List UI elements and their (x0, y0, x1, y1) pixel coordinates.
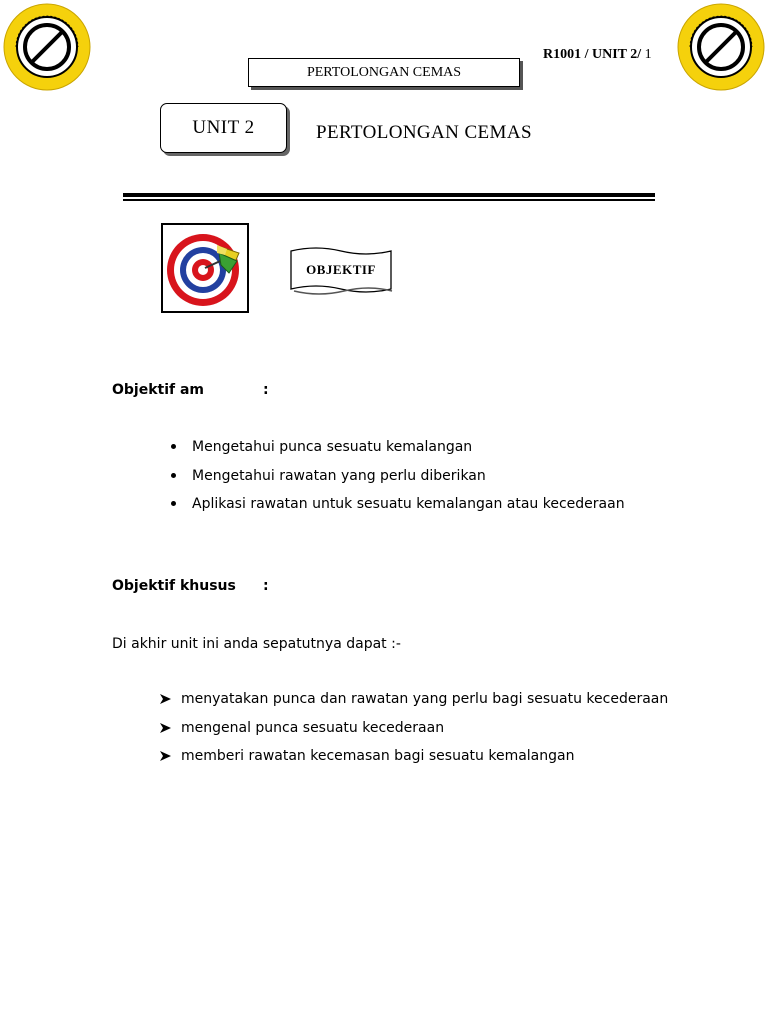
list-item-text: Mengetahui punca sesuatu kemalangan (192, 439, 473, 455)
objektif-khusus-colon: : (263, 578, 269, 594)
list-item (171, 437, 625, 466)
arrow-bullet-icon (160, 751, 171, 761)
bullet-icon (171, 444, 176, 449)
list-item (160, 689, 668, 718)
objektif-am-list (171, 437, 625, 523)
list-item (171, 466, 625, 495)
document-code (543, 47, 652, 63)
list-item (171, 494, 625, 523)
header-title: PERTOLONGAN CEMAS (248, 58, 520, 87)
abbyy-badge-left[interactable] (2, 2, 92, 92)
divider-thick (123, 193, 655, 197)
bullet-icon (171, 473, 176, 478)
unit-label: UNIT 2 (160, 103, 287, 153)
objektif-khusus-heading: Objektif khusus (112, 578, 236, 594)
arrow-bullet-icon (160, 694, 171, 704)
unit-title: PERTOLONGAN CEMAS (316, 122, 532, 143)
list-item (160, 718, 668, 747)
list-item-text: Mengetahui rawatan yang perlu diberikan (192, 467, 486, 484)
document-code-text: R1001 / UNIT 2/ (543, 47, 642, 62)
objektif-banner-label: OBJEKTIF (306, 262, 376, 277)
page-number: 1 (644, 47, 652, 62)
objektif-am-colon: : (263, 382, 269, 398)
list-item-text: menyatakan punca dan rawatan yang perlu bagi sesuatu kecederaan (181, 691, 669, 707)
abbyy-badge-right[interactable] (676, 2, 766, 92)
list-item-text: Aplikasi rawatan untuk sesuatu kemalangan atau kecederaan (192, 496, 625, 512)
objektif-am-heading: Objektif am (112, 382, 205, 398)
divider-thin (123, 199, 655, 201)
list-item (160, 746, 668, 775)
bullet-icon (171, 501, 176, 506)
target-icon-frame (161, 223, 249, 313)
objektif-khusus-intro: Di akhir unit ini anda sepatutnya dapat :- (112, 636, 401, 652)
arrow-bullet-icon (160, 723, 171, 733)
target-dart-icon (163, 225, 247, 311)
objektif-khusus-list (160, 689, 668, 775)
list-item-text: mengenal punca sesuatu kecederaan (181, 719, 445, 736)
list-item-text: memberi rawatan kecemasan bagi sesuatu kemalangan (181, 748, 575, 764)
